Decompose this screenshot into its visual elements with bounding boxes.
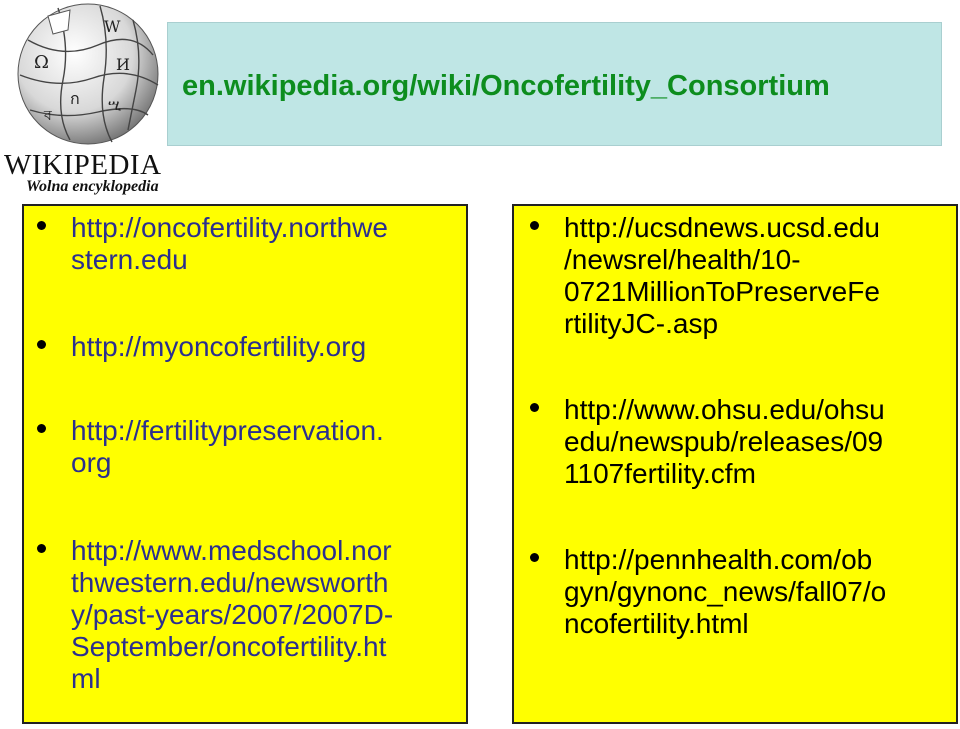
wikipedia-tagline: Wolna encyklopedia <box>26 178 159 195</box>
list-item[interactable]: http://fertilitypreservation. org <box>71 415 384 479</box>
list-item[interactable]: http://oncofertility.northwe stern.edu <box>71 212 388 276</box>
svg-text:W: W <box>104 17 121 36</box>
svg-text:ব: ব <box>44 108 52 124</box>
left-link-panel <box>22 204 468 724</box>
bullet-icon <box>37 424 46 433</box>
wikipedia-article-url[interactable]: en.wikipedia.org/wiki/Oncofertility_Consortium <box>182 70 830 102</box>
list-item[interactable]: http://pennhealth.com/ob gyn/gynonc_news/fall07/o ncofertility.html <box>564 544 886 640</box>
list-item[interactable]: http://ucsdnews.ucsd.edu /newsrel/health/10- 0721MillionToPreserveFe rtilityJC-.asp <box>564 212 880 340</box>
wikipedia-logo[interactable] <box>0 0 175 200</box>
svg-text:ሢ: ሢ <box>108 96 122 114</box>
svg-text:И: И <box>116 55 130 74</box>
list-item[interactable]: http://myoncofertility.org <box>71 331 366 363</box>
list-item[interactable]: http://www.medschool.nor thwestern.edu/newsworth y/past-years/2007/2007D- September/oncofertility.ht ml <box>71 535 393 695</box>
bullet-icon <box>530 403 539 412</box>
right-link-panel <box>512 204 958 724</box>
bullet-icon <box>530 553 539 562</box>
wikipedia-globe-icon <box>8 0 168 150</box>
list-item[interactable]: http://www.ohsu.edu/ohsu edu/newspub/releases/09 1107fertility.cfm <box>564 394 885 490</box>
bullet-icon <box>37 221 46 230</box>
bullet-icon <box>37 544 46 553</box>
bullet-icon <box>37 340 46 349</box>
svg-text:Ω: Ω <box>34 52 49 73</box>
bullet-icon <box>530 221 539 230</box>
wikipedia-wordmark: WIKIPEDIA <box>4 149 162 181</box>
svg-text:ก: ก <box>70 89 80 108</box>
